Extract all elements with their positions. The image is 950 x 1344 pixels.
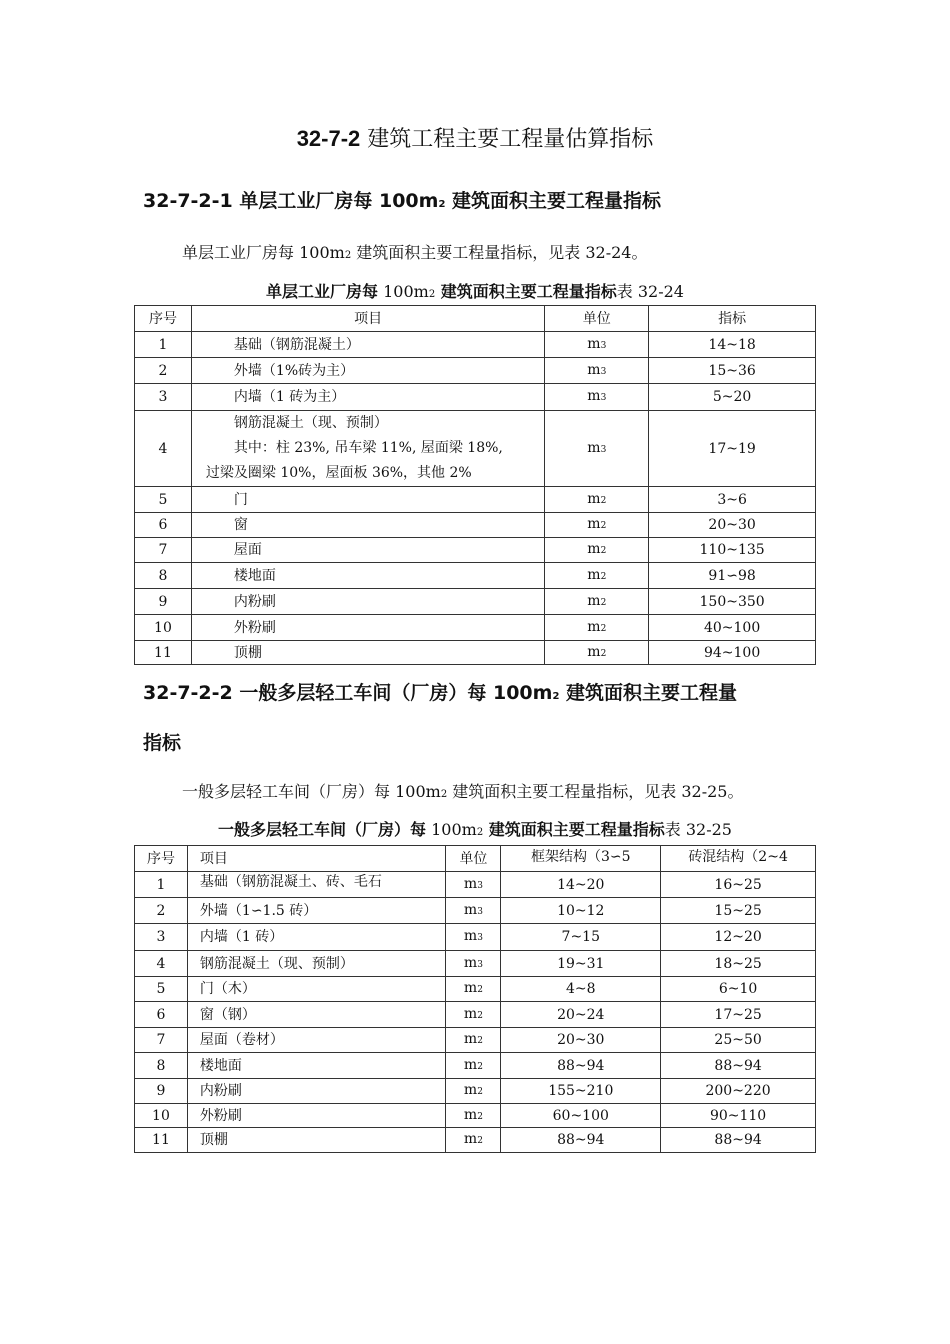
unit-base: m	[587, 618, 601, 635]
row-item: 屋面（卷材）	[187, 1028, 446, 1053]
section2-paragraph	[182, 779, 744, 802]
row-value: 40~100	[649, 615, 816, 641]
row-no: 6	[135, 513, 192, 538]
row-brick: 12~20	[661, 924, 816, 951]
row-no: 6	[135, 1002, 188, 1028]
row-value: 3~6	[649, 487, 816, 513]
row-item: 内粉刷	[187, 1079, 446, 1104]
section2-heading-suffix: 建筑面积主要工程量	[559, 682, 738, 704]
row-value: 5~20	[649, 384, 816, 411]
row-brick: 25~50	[661, 1028, 816, 1053]
table2-caption	[0, 817, 950, 840]
table-row	[135, 924, 816, 951]
row-no: 1	[135, 332, 192, 358]
row-no: 9	[135, 589, 192, 615]
row-unit	[446, 898, 501, 924]
table-32-25	[134, 845, 816, 1153]
row-item: 顶棚	[187, 1128, 446, 1153]
row-no: 5	[135, 487, 192, 513]
unit-base: m	[587, 566, 601, 583]
table1-caption	[0, 279, 950, 302]
row-item: 钢筋混凝土（现、预制）	[187, 951, 446, 977]
row-no: 11	[135, 641, 192, 665]
row-unit	[446, 1002, 501, 1028]
row-frame: 4~8	[501, 977, 661, 1002]
section1-para-suffix: 建筑面积主要工程量指标，见表 32-24。	[351, 243, 648, 262]
section1-paragraph	[182, 240, 648, 263]
unit-base: m	[463, 875, 478, 892]
table-row	[135, 977, 816, 1002]
table-row	[135, 641, 816, 665]
table1-caption-tail: 表 32-24	[616, 282, 684, 301]
row-no: 4	[135, 951, 188, 977]
section2-heading-prefix: 32-7-2-2 一般多层轻工车间（厂房）每 100m	[143, 682, 553, 704]
row-value: 17~19	[649, 411, 816, 487]
row-item-line1: 钢筋混凝土（现、预制）	[233, 415, 388, 431]
row-frame: 7~15	[501, 924, 661, 951]
table2-caption-tail: 表 32-25	[664, 820, 732, 839]
unit-base: m	[587, 361, 601, 378]
table-row	[135, 538, 816, 563]
unit-sup: 3	[477, 933, 483, 943]
section1-heading-prefix: 32-7-2-1 单层工业厂房每 100m	[143, 190, 439, 212]
row-item: 窗	[191, 513, 544, 538]
table-row	[135, 358, 816, 384]
row-no: 9	[135, 1079, 188, 1104]
unit-base: m	[587, 388, 601, 404]
row-unit	[545, 615, 649, 641]
unit-sup: 2	[600, 521, 607, 531]
row-unit	[446, 1028, 501, 1053]
unit-base: m	[463, 1005, 478, 1022]
row-no: 8	[135, 1053, 188, 1079]
table2-header-frame: 框架结构（3∽5	[501, 846, 661, 872]
unit-sup: 2	[600, 597, 607, 608]
row-unit	[446, 1128, 501, 1153]
row-brick: 90~110	[661, 1104, 816, 1128]
row-item: 外墙（1∽1.5 砖）	[187, 898, 446, 924]
row-frame: 88~94	[501, 1053, 661, 1079]
section2-heading-line2: 指标	[143, 732, 182, 754]
row-brick: 200~220	[661, 1079, 816, 1104]
table1-header-row	[135, 306, 816, 332]
row-no: 7	[135, 1028, 188, 1053]
unit-sup: 2	[477, 1010, 483, 1021]
section2-para-prefix: 一般多层轻工车间（厂房）每 100m	[182, 782, 441, 801]
row-no: 2	[135, 898, 188, 924]
table1-caption-bold-prefix: 单层工业厂房每	[266, 282, 379, 301]
table2-header-brick: 砖混结构（2~4	[661, 846, 816, 872]
row-no: 4	[135, 411, 192, 487]
table-row	[135, 487, 816, 513]
unit-base: m	[463, 1056, 478, 1073]
unit-base: m	[463, 1131, 478, 1147]
row-value: 110~135	[649, 538, 816, 563]
row-item: 门	[191, 487, 544, 513]
table1-caption-mid: 100m	[378, 282, 429, 301]
unit-base: m	[587, 643, 601, 660]
row-brick: 88~94	[661, 1128, 816, 1153]
row-item: 内墙（1 砖）	[187, 924, 446, 951]
section1-para-sup: 2	[344, 250, 352, 261]
unit-sup: 2	[477, 1061, 483, 1072]
table-row	[135, 1079, 816, 1104]
section1-heading	[143, 186, 661, 213]
row-unit	[545, 589, 649, 615]
row-unit	[545, 538, 649, 563]
table-row	[135, 1028, 816, 1053]
section2-para-suffix: 建筑面积主要工程量指标，见表 32-25。	[447, 782, 744, 801]
row-frame: 88~94	[501, 1128, 661, 1153]
table1-header-item: 项目	[191, 306, 544, 332]
table-row	[135, 411, 816, 487]
unit-base: m	[463, 901, 478, 918]
row-item: 外粉刷	[187, 1104, 446, 1128]
unit-sup: 3	[477, 880, 483, 891]
unit-sup: 3	[600, 393, 607, 403]
unit-sup: 3	[477, 906, 483, 917]
row-unit	[545, 513, 649, 538]
row-no: 10	[135, 615, 192, 641]
unit-sup: 2	[600, 648, 607, 659]
table1-header-no: 序号	[135, 306, 192, 332]
table2-header-item: 项目	[187, 846, 446, 872]
row-item: 顶棚	[191, 641, 544, 665]
row-frame: 20~24	[501, 1002, 661, 1028]
row-item: 内粉刷	[191, 589, 544, 615]
unit-sup: 2	[600, 495, 607, 506]
unit-base: m	[587, 541, 601, 557]
row-unit	[446, 1053, 501, 1079]
row-no: 3	[135, 924, 188, 951]
row-item: 窗（钢）	[187, 1002, 446, 1028]
row-item: 楼地面	[187, 1053, 446, 1079]
row-unit	[545, 487, 649, 513]
row-brick: 15~25	[661, 898, 816, 924]
table-row	[135, 332, 816, 358]
unit-sup: 2	[600, 623, 607, 634]
section2-heading-sup: 2	[552, 691, 560, 702]
row-unit	[545, 384, 649, 411]
section2-heading-line1	[143, 678, 737, 705]
table-row	[135, 513, 816, 538]
row-no: 2	[135, 358, 192, 384]
row-unit	[446, 924, 501, 951]
table-32-24	[134, 305, 816, 665]
row-no: 1	[135, 872, 188, 898]
row-item: 楼地面	[191, 563, 544, 589]
table2-caption-bold-suffix: 建筑面积主要工程量指标	[483, 820, 665, 839]
unit-base: m	[463, 980, 478, 996]
row-frame: 20~30	[501, 1028, 661, 1053]
row-item: 基础（钢筋混凝土）	[191, 332, 544, 358]
table2-header-row	[135, 846, 816, 872]
row-item: 外粉刷	[191, 615, 544, 641]
row-frame: 60~100	[501, 1104, 661, 1128]
row-frame: 10~12	[501, 898, 661, 924]
row-frame: 19~31	[501, 951, 661, 977]
row-item: 内墙（1 砖为主）	[191, 384, 544, 411]
row-brick: 16~25	[661, 872, 816, 898]
row-unit	[446, 1104, 501, 1128]
section2-para-sup: 2	[440, 789, 448, 800]
unit-base: m	[463, 928, 478, 944]
unit-sup: 2	[477, 1087, 483, 1097]
unit-sup: 2	[477, 1111, 483, 1122]
row-unit	[545, 358, 649, 384]
table-row	[135, 1002, 816, 1028]
row-value: 14~18	[649, 332, 816, 358]
row-frame: 155~210	[501, 1079, 661, 1104]
table-row	[135, 1053, 816, 1079]
row-no: 7	[135, 538, 192, 563]
unit-base: m	[587, 439, 601, 456]
unit-base: m	[587, 592, 601, 609]
unit-sup: 3	[600, 444, 607, 455]
unit-sup: 3	[600, 340, 607, 351]
row-item: 外墙（1%砖为主）	[191, 358, 544, 384]
table1-caption-bold-suffix: 建筑面积主要工程量指标	[435, 282, 617, 301]
row-no: 3	[135, 384, 192, 411]
row-unit	[545, 411, 649, 487]
row-no: 8	[135, 563, 192, 589]
table2-caption-mid: 100m	[426, 820, 477, 839]
section1-para-prefix: 单层工业厂房每 100m	[182, 243, 345, 262]
row-unit	[446, 1079, 501, 1104]
row-value: 91∽98	[649, 563, 816, 589]
table2-header-no: 序号	[135, 846, 188, 872]
row-item-line3: 过梁及圈梁 10%，屋面板 36%，其他 2%	[205, 465, 472, 481]
unit-base: m	[463, 1031, 478, 1047]
row-unit	[545, 641, 649, 665]
section1-heading-sup: 2	[438, 199, 446, 210]
table2-caption-bold-prefix: 一般多层轻工车间（厂房）每	[218, 820, 427, 839]
row-no: 11	[135, 1128, 188, 1153]
unit-base: m	[587, 490, 601, 507]
row-item: 基础（钢筋混凝土、砖、毛石	[187, 872, 446, 898]
section1-heading-suffix: 建筑面积主要工程量指标	[445, 190, 662, 212]
table-row	[135, 384, 816, 411]
table-row	[135, 1128, 816, 1153]
row-item-line2: 其中：柱 23%, 吊车梁 11%, 屋面梁 18%,	[233, 440, 503, 456]
table-row	[135, 872, 816, 898]
table-row	[135, 1104, 816, 1128]
table-row	[135, 898, 816, 924]
table-row	[135, 615, 816, 641]
row-value: 20~30	[649, 513, 816, 538]
page-title	[0, 122, 950, 153]
row-brick: 17~25	[661, 1002, 816, 1028]
table2-header-unit: 单位	[446, 846, 501, 872]
unit-base: m	[587, 516, 601, 532]
row-unit	[446, 977, 501, 1002]
unit-base: m	[463, 1106, 478, 1123]
row-unit	[545, 332, 649, 358]
row-unit	[446, 951, 501, 977]
table-row	[135, 563, 816, 589]
table-row	[135, 589, 816, 615]
row-item-multiline	[191, 411, 544, 487]
unit-sup: 2	[477, 1036, 483, 1046]
unit-sup: 2	[477, 985, 483, 995]
table2-caption-sup: 2	[476, 827, 484, 838]
row-brick: 88~94	[661, 1053, 816, 1079]
row-unit	[545, 563, 649, 589]
row-brick: 18~25	[661, 951, 816, 977]
unit-base: m	[463, 954, 478, 971]
row-value: 94~100	[649, 641, 816, 665]
unit-sup: 2	[600, 546, 607, 556]
row-item: 屋面	[191, 538, 544, 563]
table1-header-unit: 单位	[545, 306, 649, 332]
unit-sup: 2	[600, 571, 607, 582]
row-value: 150~350	[649, 589, 816, 615]
unit-base: m	[587, 335, 601, 352]
table1-header-value: 指标	[649, 306, 816, 332]
row-unit	[446, 872, 501, 898]
unit-sup: 3	[477, 959, 483, 970]
title-text: 建筑工程主要工程量估算指标	[367, 127, 654, 152]
row-no: 5	[135, 977, 188, 1002]
unit-base: m	[463, 1082, 478, 1098]
table-row	[135, 951, 816, 977]
row-item: 门（木）	[187, 977, 446, 1002]
table1-caption-sup: 2	[428, 289, 436, 300]
title-number: 32-7-2	[296, 126, 361, 151]
row-brick: 6~10	[661, 977, 816, 1002]
unit-sup: 2	[477, 1136, 483, 1146]
row-value: 15~36	[649, 358, 816, 384]
row-no: 10	[135, 1104, 188, 1128]
row-frame: 14~20	[501, 872, 661, 898]
unit-sup: 3	[600, 366, 607, 377]
